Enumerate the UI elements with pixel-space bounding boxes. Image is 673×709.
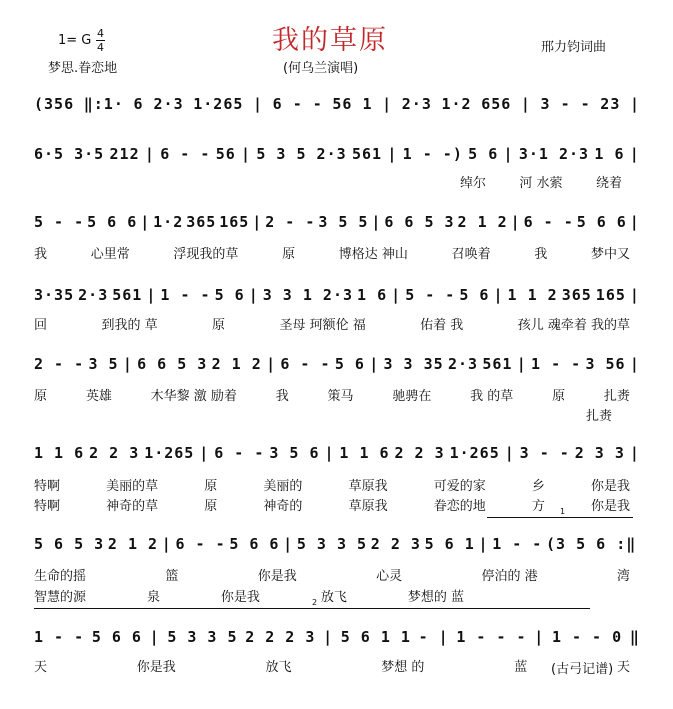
note-group: 365	[186, 213, 217, 231]
note-group: 1·2	[153, 213, 184, 231]
score-row	[34, 444, 640, 474]
note-group: 2 2 3	[370, 535, 421, 553]
note-group: 561	[351, 145, 383, 163]
note-group: 3 5	[88, 355, 119, 373]
time-signature	[96, 28, 105, 53]
note-group: 2 - -	[265, 213, 316, 231]
note-group: 5 6 1 1	[340, 628, 411, 646]
barline-mark: |	[241, 145, 252, 163]
lyric-word: 绰尔	[460, 176, 487, 191]
barline-mark: |	[504, 444, 515, 462]
lyric-line-verse2	[586, 405, 626, 424]
lyric-word: 蓝	[514, 660, 528, 675]
lyric-word: 我 的草	[470, 389, 514, 404]
lyric-line	[34, 314, 630, 333]
lyric-word: 策马	[327, 389, 354, 404]
lyric-word: 原	[282, 247, 296, 262]
note-group: 5 6 6	[91, 628, 142, 646]
barline-mark: |	[266, 355, 277, 373]
lyric-line	[34, 475, 630, 494]
lyric-word: 原	[552, 389, 566, 404]
barline-mark: |	[629, 355, 640, 373]
note-group: 56 1	[332, 95, 373, 113]
score-row	[34, 213, 640, 243]
lyric-word: 原	[204, 499, 218, 514]
key-signature: 1= G	[58, 33, 92, 48]
lyric-line-verse2	[34, 586, 464, 605]
barline-mark: |	[253, 95, 264, 113]
lyric-word: 原	[212, 318, 226, 333]
lyric-word: 心里常	[90, 247, 130, 262]
meter-bottom: 4	[97, 41, 104, 54]
lyric-word: 原	[204, 479, 218, 494]
lyric-word: 你是我	[136, 660, 176, 675]
lyric-word: 草原我	[348, 479, 388, 494]
lyric-word: 可爱的家	[433, 479, 486, 494]
note-group: 5 3 5 2·3	[256, 145, 347, 163]
note-group: 56	[215, 145, 236, 163]
barline-mark: |	[369, 355, 380, 373]
note-group: 6 - -	[272, 95, 323, 113]
note-group: 1·265	[193, 95, 244, 113]
lyric-word: 梦想的 蓝	[407, 590, 464, 605]
barline-mark: |	[248, 286, 259, 304]
note-group: 212	[109, 145, 140, 163]
barline-mark: |	[161, 535, 172, 553]
note-group: 5 - -	[405, 286, 456, 304]
lyric-word: 河 水萦	[519, 176, 563, 191]
lyric-word: 天	[616, 660, 630, 675]
singer-credit: (何乌兰演唱)	[283, 61, 359, 76]
lyric-word: 孩儿 魂牵着 我的草	[517, 318, 630, 333]
note-group: 5 6	[214, 286, 245, 304]
note-group: 2 1 2	[457, 213, 508, 231]
lyric-line	[34, 565, 630, 584]
note-group: 1 - - 0	[551, 628, 623, 646]
lyric-word: 停泊的 港	[481, 569, 538, 584]
note-group: 6 - -	[523, 213, 574, 231]
note-group: 165	[219, 213, 250, 231]
note-group: ‖	[629, 628, 640, 646]
barline-mark: |	[140, 213, 151, 231]
lyric-word: 召唤着	[451, 247, 491, 262]
lyric-word: 方	[531, 499, 545, 514]
barline-mark: |	[493, 286, 504, 304]
lyric-word: 梦想 的	[381, 660, 425, 675]
note-group: 1 - -	[160, 286, 211, 304]
note-group: 6 2·3	[133, 95, 184, 113]
lyric-line	[34, 243, 630, 262]
lyric-word: 美丽的草	[106, 479, 159, 494]
barline-mark: |	[629, 213, 640, 231]
note-group: 1 1 2	[507, 286, 558, 304]
lyric-word: 扎赉	[603, 389, 630, 404]
lyric-word: 篮	[165, 569, 179, 584]
lyric-word: 湾	[616, 569, 630, 584]
barline-mark: |	[629, 286, 640, 304]
note-group: 5 6 5 3	[34, 535, 105, 553]
note-group: 23	[600, 95, 621, 113]
lyric-word: 圣母 珂额伦 福	[279, 318, 366, 333]
page-title: 我的草原	[272, 25, 388, 56]
note-group: 2·3	[447, 355, 479, 373]
note-group: 656	[481, 95, 512, 113]
note-group: 3 3 1 2·3	[262, 286, 354, 304]
note-group: 2 1 2	[211, 355, 262, 373]
note-group: 3 5 6	[269, 444, 320, 462]
lyric-word: 原	[34, 389, 48, 404]
lyric-word: 草原我	[348, 499, 388, 514]
lyric-word: 生命的摇	[34, 569, 87, 584]
barline-mark: |	[144, 145, 155, 163]
note-group: 561	[482, 355, 513, 373]
lyric-word: 扎赉	[586, 409, 613, 424]
volta-bracket	[487, 517, 633, 518]
lyric-word: 我	[534, 247, 548, 262]
note-group: 5 6 1	[424, 535, 475, 553]
note-group: 5 - -	[34, 213, 85, 231]
meter-top: 4	[97, 27, 104, 40]
barline-mark: |	[520, 95, 531, 113]
note-group: 5 6	[468, 145, 499, 163]
note-group: 2 2 2 3	[245, 628, 316, 646]
note-group: 3 3 35	[383, 355, 444, 373]
barline-mark: |	[629, 145, 640, 163]
barline-mark: |	[629, 444, 640, 462]
note-group: 5 6 6	[229, 535, 280, 553]
barline-mark: |	[503, 145, 514, 163]
expression-mark: 梦思.眷恋地	[48, 61, 118, 76]
note-group: 561	[112, 286, 143, 304]
note-group: (3 5 6 :‖	[546, 535, 637, 553]
lyric-word: 放飞	[320, 590, 347, 605]
lyric-word: 回	[34, 318, 48, 333]
note-group: 1·265	[144, 444, 195, 462]
barline-mark: |	[629, 95, 640, 113]
barline-mark: |	[146, 286, 157, 304]
lyric-word: 特啊	[34, 479, 61, 494]
note-group: 1 6	[357, 286, 388, 304]
note-group: 5 3 3 5	[167, 628, 238, 646]
barline-mark: |	[252, 213, 263, 231]
volta-label: 2	[312, 598, 318, 607]
barline-mark: |	[283, 535, 294, 553]
author-credit: 邢力钧词曲	[541, 40, 607, 55]
note-group: 1·265	[449, 444, 500, 462]
lyric-word: 特啊	[34, 499, 61, 514]
lyric-word: 木华黎 激 励着	[150, 389, 237, 404]
note-group: 6 - -	[280, 355, 331, 373]
note-group: 6 - -	[214, 444, 265, 462]
lyric-word: 驰骋在	[392, 389, 432, 404]
note-group: 3 - -	[540, 95, 591, 113]
note-group: 1 1 6	[339, 444, 390, 462]
note-group: 1 - -	[531, 355, 582, 373]
note-group: 2 2 3	[89, 444, 140, 462]
score-row	[34, 535, 640, 565]
lyric-line	[34, 656, 630, 675]
barline-mark: |	[323, 628, 334, 646]
note-group: 6 - -	[175, 535, 226, 553]
barline-mark: |	[391, 286, 402, 304]
lyric-line	[460, 172, 622, 191]
lyric-word: 泉	[146, 590, 160, 605]
note-group: 365	[561, 286, 592, 304]
lyric-word: 智慧的源	[34, 590, 87, 605]
barline-mark: |	[510, 213, 521, 231]
note-group: 5 6 6	[87, 213, 138, 231]
note-group: 5 6	[334, 355, 365, 373]
lyric-word: 美丽的	[263, 479, 303, 494]
lyric-word: 放飞	[265, 660, 292, 675]
lyric-word: 佑着 我	[420, 318, 464, 333]
score-row	[34, 286, 640, 316]
note-group: 2 3 3	[574, 444, 625, 462]
note-group: 3·1 2·3	[518, 145, 590, 163]
lyric-word: 浮现我的草	[173, 247, 239, 262]
note-group: 1 - -)	[402, 145, 463, 163]
lyric-word: 博格达 神山	[338, 247, 408, 262]
note-group: 5 6	[459, 286, 490, 304]
note-group: 1 6	[594, 145, 625, 163]
volta-bracket	[34, 608, 590, 609]
note-group: 3·35	[34, 286, 75, 304]
note-group: 1·2	[441, 95, 472, 113]
note-group: (356	[34, 95, 75, 113]
note-group: 3 5 5	[318, 213, 369, 231]
lyric-word: 我	[34, 247, 48, 262]
barline-mark: |	[324, 444, 335, 462]
lyric-word: 眷恋的地	[433, 499, 486, 514]
note-group: 2 1 2	[107, 535, 159, 553]
lyric-word: 心灵	[376, 569, 403, 584]
lyric-word: 你是我	[257, 569, 297, 584]
note-group: 2 2 3	[394, 444, 445, 462]
lyric-word: 英雄	[85, 389, 112, 404]
barline-mark: |	[516, 355, 527, 373]
lyric-line	[34, 385, 630, 404]
lyric-word: 神奇的	[263, 499, 303, 514]
note-group: 165	[595, 286, 626, 304]
barline-mark: |	[478, 535, 489, 553]
note-group: 1 - -	[492, 535, 543, 553]
lyric-word: 乡	[531, 479, 545, 494]
note-group: 3 - -	[519, 444, 570, 462]
transcriber-credit: (古弓记谱)	[551, 662, 614, 677]
note-group: - |	[418, 628, 449, 646]
lyric-word: 天	[34, 660, 48, 675]
barline-mark: |	[122, 355, 133, 373]
note-group: ‖:1·	[83, 95, 124, 113]
note-group: 1 - -	[34, 628, 85, 646]
volta-label: 1	[560, 507, 566, 516]
barline-mark: |	[371, 213, 382, 231]
score-row	[34, 95, 640, 125]
note-group: 2·3	[401, 95, 432, 113]
note-group: 5 3 3 5	[296, 535, 368, 553]
lyric-word: 你是我	[220, 590, 260, 605]
barline-mark: |	[199, 444, 210, 462]
lyric-word: 我	[275, 389, 289, 404]
note-group: 6·5 3·5	[34, 145, 105, 163]
note-group: 5 6 6	[576, 213, 627, 231]
score-row	[34, 145, 640, 175]
score-row	[34, 355, 640, 385]
barline-mark: |	[149, 628, 160, 646]
lyric-word: 绕着	[595, 176, 622, 191]
lyric-word: 你是我	[590, 499, 630, 514]
lyric-word: 神奇的草	[106, 499, 159, 514]
lyric-line-verse2	[34, 495, 630, 514]
note-group: 6 6 5 3	[384, 213, 455, 231]
score-row	[34, 628, 640, 658]
note-group: 6 - -	[160, 145, 211, 163]
lyric-word: 到我的 草	[101, 318, 158, 333]
note-group: 1 - - -	[456, 628, 527, 646]
note-group: 1 1 6	[34, 444, 85, 462]
lyric-word: 你是我	[590, 479, 630, 494]
note-group: 6 6 5 3	[137, 355, 208, 373]
note-group: 2·3	[78, 286, 109, 304]
barline-mark: |	[534, 628, 545, 646]
note-group: 2 - -	[34, 355, 85, 373]
barline-mark: |	[387, 145, 398, 163]
note-group: 3 56	[585, 355, 626, 373]
lyric-word: 梦中又	[590, 247, 630, 262]
barline-mark: |	[382, 95, 393, 113]
